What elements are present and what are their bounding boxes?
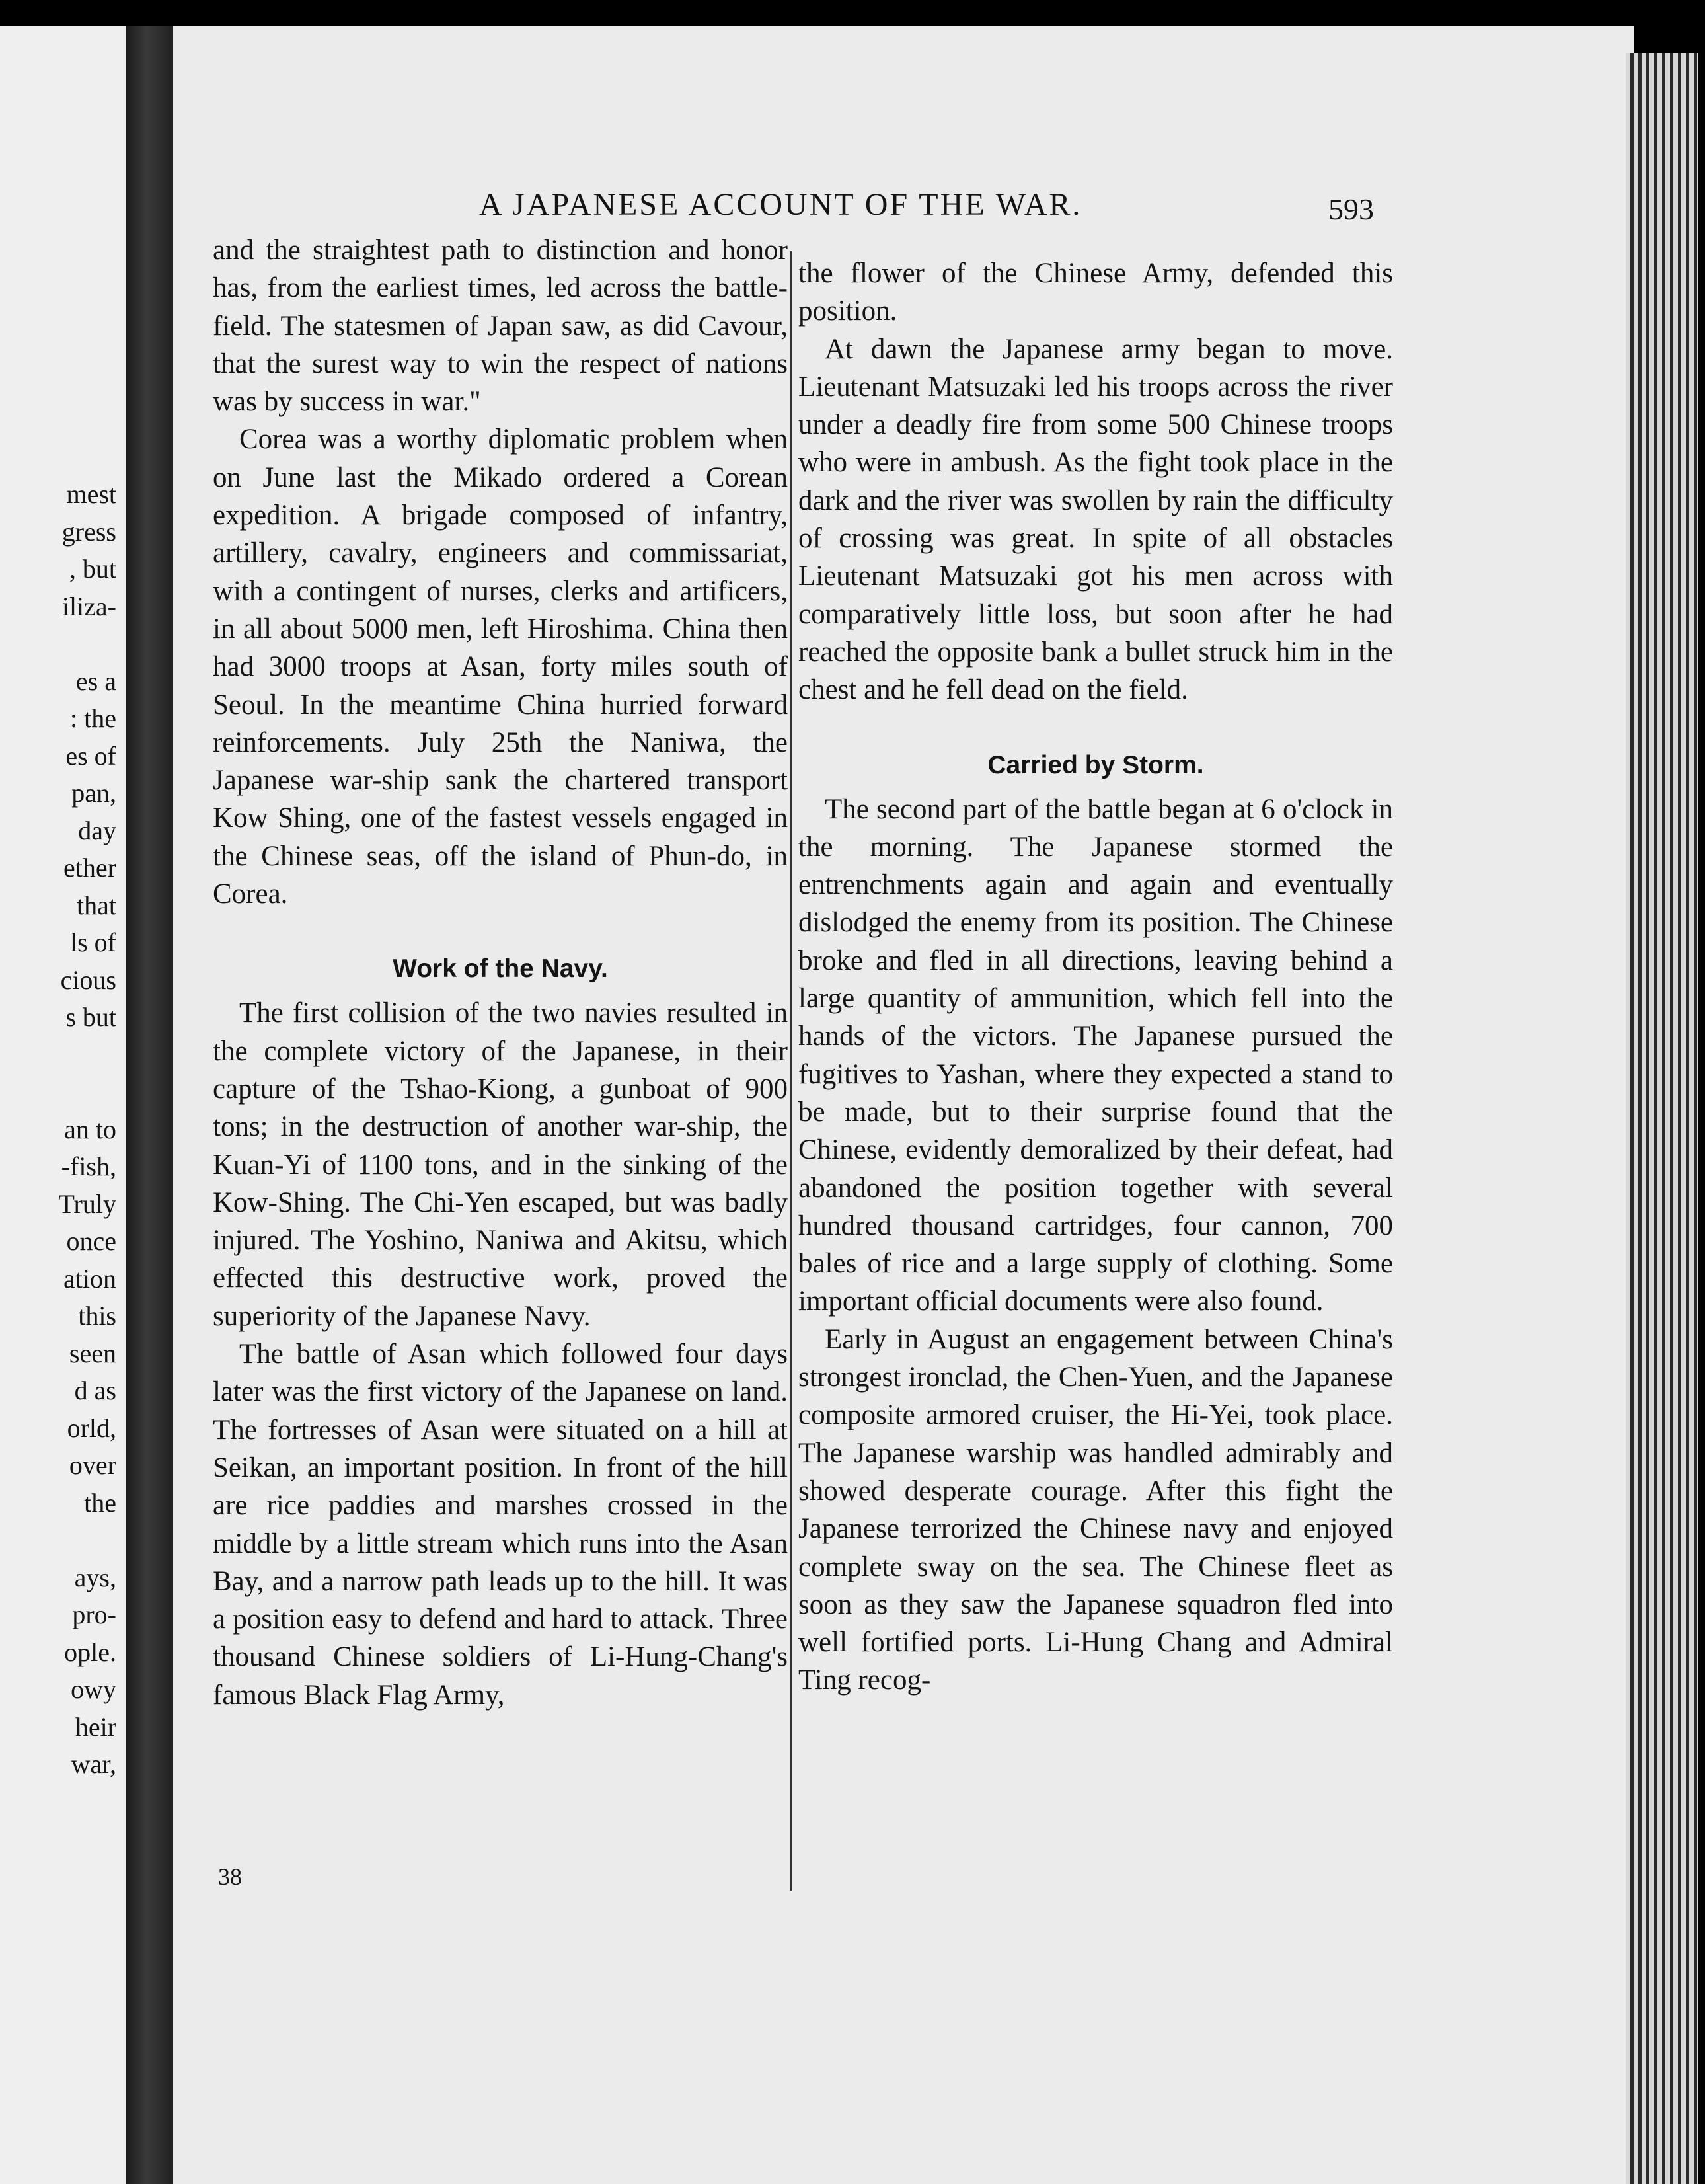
facing-page-line: orld, xyxy=(67,1413,116,1443)
facing-page-line: gress xyxy=(61,516,116,547)
facing-page-line: ation xyxy=(63,1263,116,1294)
facing-page-line: s but xyxy=(65,1002,116,1032)
running-head: A JAPANESE ACCOUNT OF THE WAR. xyxy=(479,187,1082,222)
left-column xyxy=(213,231,788,1714)
facing-page-line: war, xyxy=(71,1749,116,1779)
facing-page-line: ople. xyxy=(64,1637,116,1667)
paragraph: Corea was a worthy diplomatic problem when on June last the Mikado ordered a Corean expedition. A brigade composed of infantry, artillery, cavalry, engineers and commissariat, with a contingent of nurses, clerks and artificers, in all about 5000 men, left Hiroshima. China then had 3000 troops at Asan, forty miles south of Seoul. In the meantime China hurried forward reinforcements. July 25th the Naniwa, the Japanese war-ship sank the chartered transport Kow Shing, one of the fastest vessels engaged in the Chinese seas, off the island of Phun-do, in Corea. xyxy=(213,424,788,910)
paragraph: Early in August an engagement between China's strongest ironclad, the Chen-Yuen, and the Japanese composite armored cruiser, the Hi-Yei, took place. The Japanese warship was handled admirably and showed desperate courage. After this fight the Japanese terrorized the Chinese navy and enjoyed complete sway on the sea. The Chinese fleet as soon as they saw the Japanese squadron fled into well fortified ports. Li-Hung Chang and Admiral Ting recog- xyxy=(798,1323,1393,1696)
right-column xyxy=(798,254,1393,1699)
paragraph: At dawn the Japanese army began to move. Lieutenant Matsuzaki led his troops across the river under a deadly fire from some 500 Chinese troops who were in ambush. As the fight took place in the dark and the river was swollen by rain the difficulty of crossing was great. In spite of all obstacles Lieutenant Matsuzaki got his men across with comparatively little loss, but soon after he had reached the opposite bank a bullet struck him in the chest and he fell dead on the field. xyxy=(798,333,1393,706)
facing-page-line: an to xyxy=(64,1114,116,1144)
facing-page-line: pro- xyxy=(72,1600,116,1629)
section-heading: Work of the Navy. xyxy=(393,955,608,984)
facing-page-line: ls of xyxy=(70,927,116,957)
facing-page-line: , but xyxy=(69,554,116,584)
page-number: 593 xyxy=(1328,192,1374,226)
facing-page-line: heir xyxy=(75,1711,116,1742)
facing-page-line: that xyxy=(77,890,116,920)
page-edges xyxy=(1626,53,1698,2184)
facing-page-line: Truly xyxy=(58,1189,116,1219)
facing-page-line: ays, xyxy=(74,1562,116,1592)
facing-page-line: over xyxy=(69,1450,116,1480)
facing-page-line: : the xyxy=(70,703,116,733)
facing-page-line: es of xyxy=(65,740,116,771)
paragraph: The second part of the battle began at 6 o'clock in the morning. The Japanese stormed the entrenchments again and again and eventually dislodged the enemy from its position. The Chinese broke and fled in all directions, leaving behind a large quantity of ammunition, which fell into the hands of the victors. The Japanese pursued the fugitives to Yashan, where they expected a stand to be made, but to their surprise found that the Chinese, evidently demoralized by their defeat, had abandoned the position together with several hundred thousand cartridges, four cannon, 700 bales of rice and a large supply of clothing. Some important official documents were also found. xyxy=(798,793,1393,1317)
facing-page-line: iliza- xyxy=(61,591,116,621)
facing-page-line: -fish, xyxy=(61,1151,116,1181)
facing-page-line: cious xyxy=(60,964,116,995)
facing-page-line: once xyxy=(66,1226,116,1256)
facing-page-line: mest xyxy=(66,479,116,509)
facing-page-line: pan, xyxy=(71,778,116,808)
signature-mark: 38 xyxy=(218,1863,242,1890)
paragraph: and the straightest path to distinction and honor has, from the earliest times, led across the battle-field. The statesmen of Japan saw, as did Cavour, that the surest way to win the respect of nations was by success in war." xyxy=(213,235,788,418)
facing-page-fragment xyxy=(0,26,126,2184)
paragraph: the flower of the Chinese Army, defended this position. xyxy=(798,258,1393,327)
book-gutter xyxy=(126,26,178,2184)
column-rule xyxy=(790,251,792,1891)
facing-page-line: this xyxy=(78,1301,116,1331)
section-heading: Carried by Storm. xyxy=(987,750,1204,779)
facing-page-line: owy xyxy=(71,1674,116,1704)
facing-page-line: es a xyxy=(75,666,116,696)
paragraph: The first collision of the two navies resulted in the complete victory of the Japanese, in their capture of the Tshao-Kiong, a gunboat of 900 tons; in the destruction of another war-ship, the Kuan-Yi of 1100 tons, and in the sinking of the Kow-Shing. The Chi-Yen escaped, but was badly injured. The Yoshino, Naniwa and Akitsu, which effected this destructive work, proved the superiority of the Japanese Navy. xyxy=(213,997,788,1332)
facing-page-line: seen xyxy=(69,1338,116,1368)
facing-page-line: ether xyxy=(63,853,116,882)
facing-page-line: day xyxy=(78,815,116,845)
facing-page-line: the xyxy=(84,1487,116,1518)
facing-page-line: d as xyxy=(74,1376,116,1405)
paragraph: The battle of Asan which followed four days later was the first victory of the Japanese on land. The fortresses of Asan were situated on a hill at Seikan, an important position. In front of the hill are rice paddies and marshes crossed in the middle by a little stream which runs into the Asan Bay, and a narrow path leads up to the hill. It was a position easy to defend and hard to attack. Three thousand Chinese soldiers of Li-Hung-Chang's famous Black Flag Army, xyxy=(213,1339,788,1711)
